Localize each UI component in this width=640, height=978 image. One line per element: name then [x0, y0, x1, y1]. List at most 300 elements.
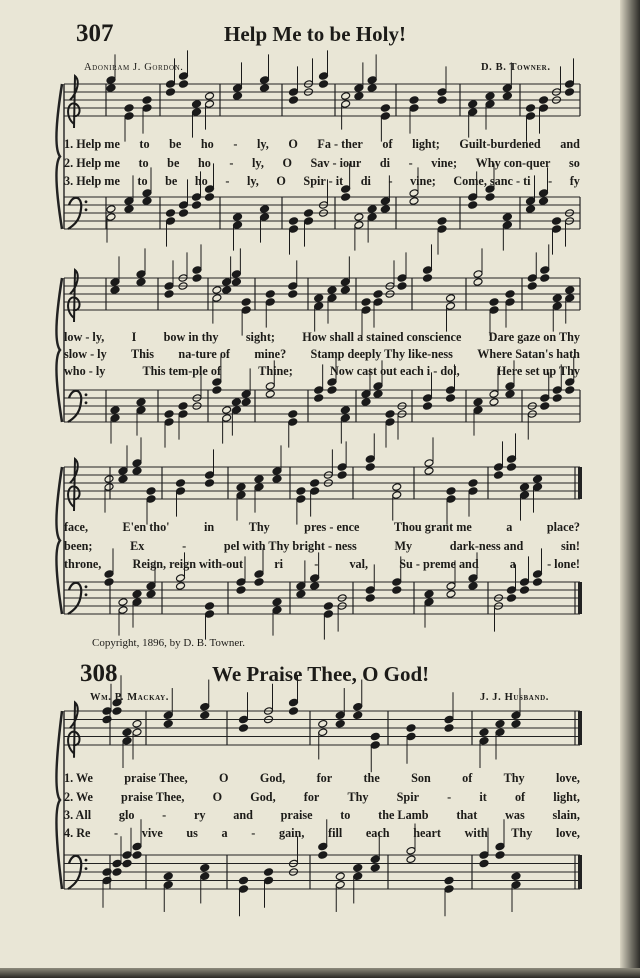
lyric-syllable: been; — [64, 539, 93, 553]
note-head — [136, 270, 146, 279]
lyric-syllable: ry — [193, 808, 206, 822]
note-head — [335, 719, 345, 728]
lyric-syllable: - — [229, 156, 234, 170]
note-head — [468, 193, 478, 202]
note-head — [254, 578, 264, 587]
final-bar-thick — [578, 855, 582, 889]
note-head — [365, 594, 375, 603]
note-head — [200, 702, 210, 711]
note-head — [520, 578, 530, 587]
note-head — [136, 398, 146, 407]
note-head — [212, 294, 222, 303]
note-head — [310, 582, 320, 591]
system-brace — [56, 84, 62, 229]
note-head — [353, 863, 363, 872]
note-head — [341, 193, 351, 202]
note-head — [473, 406, 483, 415]
lyric-syllable: slow - ly — [64, 347, 107, 361]
note-head — [526, 104, 536, 113]
note-head — [146, 582, 156, 591]
note-head — [540, 394, 550, 403]
lyric-syllable: - — [314, 557, 319, 571]
lyric-line — [64, 771, 580, 786]
note-head — [110, 414, 120, 423]
note-head — [494, 471, 504, 480]
note-head — [424, 459, 434, 468]
note-head — [565, 386, 575, 395]
lyric-syllable: Dare gaze on Thy — [488, 330, 580, 344]
note-head — [502, 92, 512, 101]
hymn-number: 308 — [80, 660, 118, 687]
note-head — [142, 96, 152, 105]
note-head — [380, 197, 390, 206]
note-head — [409, 96, 419, 105]
note-head — [370, 863, 380, 872]
note-head — [164, 418, 174, 427]
lyric-syllable: 1. Help me — [64, 137, 120, 151]
note-head — [340, 406, 350, 415]
note-head — [392, 483, 402, 492]
lyric-syllable: How shall a stained conscience — [302, 330, 462, 344]
lyric-syllable: and — [560, 137, 580, 151]
lyric-syllable: for — [316, 771, 333, 785]
note-head — [423, 394, 433, 403]
lyric-syllable: bow in thy — [163, 330, 219, 344]
note-head — [392, 586, 402, 595]
note-head — [192, 266, 202, 275]
lyric-syllable: praise — [280, 808, 313, 822]
note-head — [473, 270, 483, 279]
note-head — [296, 495, 306, 504]
lyric-syllable: throne, — [64, 557, 102, 571]
note-head — [118, 475, 128, 484]
lyric-syllable: sight; — [245, 330, 275, 344]
note-head — [136, 278, 146, 287]
note-head — [527, 282, 537, 291]
note-head — [239, 885, 249, 894]
note-head — [106, 213, 116, 222]
note-head — [222, 278, 232, 287]
note-head — [406, 724, 416, 733]
note-head — [406, 855, 416, 864]
lyric-syllable: - — [114, 826, 119, 840]
note-head — [539, 104, 549, 113]
note-head — [192, 100, 202, 109]
note-head — [361, 298, 371, 307]
bass-clef-dot — [85, 859, 88, 862]
note-head — [327, 286, 337, 295]
note-head — [468, 582, 478, 591]
note-head — [539, 189, 549, 198]
note-head — [437, 96, 447, 105]
lyric-syllable: This tem-ple of — [142, 364, 222, 378]
bass-clef-dot — [85, 593, 88, 596]
lyric-line — [64, 808, 580, 823]
note-head — [192, 201, 202, 210]
note-head — [122, 851, 132, 860]
note-head — [260, 76, 270, 85]
lyric-syllable: praise Thee, — [121, 790, 185, 804]
note-head — [473, 398, 483, 407]
note-head — [205, 193, 215, 202]
lyric-line — [64, 330, 580, 345]
note-head — [179, 72, 189, 81]
note-head — [373, 382, 383, 391]
author-credit: Adoniram J. Gordon. — [84, 62, 184, 73]
note-head — [241, 398, 251, 407]
lyric-syllable: be — [169, 137, 182, 151]
note-head — [495, 851, 505, 860]
note-head — [176, 574, 186, 583]
note-head — [526, 197, 536, 206]
note-head — [380, 205, 390, 214]
note-head — [272, 606, 282, 615]
note-head — [507, 594, 517, 603]
note-head — [511, 719, 521, 728]
note-head — [272, 598, 282, 607]
note-head — [540, 274, 550, 283]
lyric-syllable: My — [394, 539, 413, 553]
hymn-number: 307 — [76, 20, 114, 47]
lyric-syllable: Sav - iour — [310, 156, 362, 170]
note-head — [361, 390, 371, 399]
note-head — [565, 294, 575, 303]
note-head — [502, 213, 512, 222]
note-head — [361, 398, 371, 407]
note-head — [370, 732, 380, 741]
lyric-line — [64, 826, 580, 841]
note-head — [205, 100, 215, 109]
note-head — [163, 880, 173, 889]
note-head — [118, 598, 128, 607]
note-head — [565, 80, 575, 89]
note-head — [505, 382, 515, 391]
note-head — [552, 294, 562, 303]
note-head — [354, 92, 364, 101]
note-head — [124, 205, 134, 214]
note-head — [231, 278, 241, 287]
note-head — [314, 302, 324, 311]
note-head — [446, 582, 456, 591]
lyric-syllable: Here set up Thy — [496, 364, 580, 378]
note-head — [288, 418, 298, 427]
note-head — [310, 487, 320, 496]
note-head — [340, 286, 350, 295]
lyric-syllable: place? — [546, 520, 580, 534]
note-head — [288, 282, 298, 291]
note-head — [236, 586, 246, 595]
note-head — [380, 112, 390, 121]
note-head — [124, 112, 134, 121]
lyric-syllable: E'en tho' — [122, 520, 170, 534]
note-head — [200, 872, 210, 881]
note-head — [289, 707, 299, 716]
lyric-syllable: ly, — [246, 174, 259, 188]
note-head — [110, 406, 120, 415]
final-bar-thick — [578, 711, 582, 745]
lyric-syllable: be — [167, 156, 180, 170]
note-head — [354, 221, 364, 230]
note-head — [289, 698, 299, 707]
note-head — [468, 201, 478, 210]
lyric-syllable: ho — [200, 137, 214, 151]
note-head — [112, 707, 122, 716]
lyric-syllable: to — [139, 137, 150, 151]
note-head — [260, 84, 270, 93]
lyric-syllable: na-ture of — [178, 347, 230, 361]
note-head — [205, 610, 215, 619]
lyric-syllable: O — [282, 156, 292, 170]
note-head — [479, 736, 489, 745]
note-head — [505, 298, 515, 307]
note-head — [489, 306, 499, 315]
lyric-syllable: 2. We — [64, 790, 93, 804]
page-bottom-edge — [0, 968, 640, 978]
lyric-syllable: love, — [555, 771, 580, 785]
lyric-syllable: - — [447, 790, 452, 804]
lyric-syllable: light; — [412, 137, 440, 151]
book-spine-shadow — [620, 0, 640, 978]
note-head — [539, 96, 549, 105]
lyric-syllable: O — [219, 771, 229, 785]
bass-clef-dot — [85, 585, 88, 588]
composer-credit: D. B. Towner. — [481, 62, 551, 73]
note-head — [437, 225, 447, 234]
note-head — [552, 225, 562, 234]
note-head — [289, 225, 299, 234]
note-head — [353, 711, 363, 720]
lyric-line — [64, 520, 580, 535]
lyric-syllable: - — [225, 174, 230, 188]
copyright-notice: Copyright, 1896, by D. B. Towner. — [92, 637, 246, 649]
lyric-syllable: love, — [555, 826, 580, 840]
system-brace — [56, 467, 62, 614]
note-head — [361, 306, 371, 315]
note-head — [164, 282, 174, 291]
lyric-syllable: di — [360, 174, 371, 188]
note-head — [533, 475, 543, 484]
note-head — [318, 728, 328, 737]
note-head — [106, 84, 116, 93]
lyric-syllable: pres - ence — [304, 520, 360, 534]
note-head — [289, 217, 299, 226]
note-head — [314, 294, 324, 303]
note-head — [489, 398, 499, 407]
note-head — [178, 402, 188, 411]
lyric-syllable: a — [506, 520, 513, 534]
note-head — [289, 88, 299, 97]
lyric-syllable: Spir - it — [303, 174, 344, 188]
note-head — [424, 467, 434, 476]
final-bar-thick — [578, 582, 582, 614]
note-head — [365, 455, 375, 464]
lyric-syllable: val, — [349, 557, 369, 571]
note-head — [318, 719, 328, 728]
note-head — [489, 298, 499, 307]
note-head — [397, 282, 407, 291]
note-head — [112, 868, 122, 877]
lyric-syllable: that — [456, 808, 478, 822]
lyric-syllable: - lone! — [547, 557, 580, 571]
note-head — [233, 213, 243, 222]
note-head — [327, 378, 337, 387]
note-head — [132, 719, 142, 728]
note-head — [178, 410, 188, 419]
note-head — [192, 193, 202, 202]
note-head — [118, 606, 128, 615]
lyric-syllable: Su - preme and — [399, 557, 479, 571]
lyric-syllable: Thy — [503, 771, 525, 785]
note-head — [520, 586, 530, 595]
note-head — [507, 455, 517, 464]
note-head — [341, 100, 351, 109]
note-head — [423, 266, 433, 275]
lyric-syllable: - — [182, 539, 187, 553]
note-head — [468, 108, 478, 117]
note-head — [444, 885, 454, 894]
note-head — [233, 221, 243, 230]
lyric-syllable: - — [408, 156, 413, 170]
lyric-line — [64, 790, 580, 805]
note-head — [335, 872, 345, 881]
lyric-syllable: fill — [328, 826, 343, 840]
note-head — [489, 390, 499, 399]
note-head — [200, 863, 210, 872]
note-head — [296, 590, 306, 599]
note-head — [552, 386, 562, 395]
lyric-syllable: God, — [259, 771, 286, 785]
lyric-syllable: Spir — [396, 790, 419, 804]
note-head — [367, 76, 377, 85]
note-head — [205, 471, 215, 480]
note-head — [231, 406, 241, 415]
lyric-syllable: - — [233, 137, 238, 151]
lyric-syllable: to — [138, 156, 149, 170]
lyric-syllable: ho — [194, 174, 208, 188]
note-head — [288, 410, 298, 419]
note-head — [318, 851, 328, 860]
note-head — [505, 390, 515, 399]
note-head — [468, 100, 478, 109]
lyric-syllable: was — [505, 808, 525, 822]
lyric-syllable: slain, — [552, 808, 580, 822]
lyric-syllable: of — [462, 771, 473, 785]
note-head — [335, 880, 345, 889]
note-head — [104, 483, 114, 492]
note-head — [264, 868, 274, 877]
note-head — [254, 483, 264, 492]
note-head — [409, 189, 419, 198]
lyric-syllable: to — [137, 174, 148, 188]
lyric-line — [64, 174, 580, 189]
lyric-line — [64, 347, 580, 362]
note-head — [241, 306, 251, 315]
note-head — [507, 463, 517, 472]
note-head — [122, 736, 132, 745]
note-head — [406, 846, 416, 855]
lyric-syllable: 2. Help me — [64, 156, 120, 170]
lyric-syllable: Why con-quer — [475, 156, 551, 170]
note-head — [468, 487, 478, 496]
note-head — [136, 406, 146, 415]
note-head — [142, 104, 152, 113]
note-head — [423, 402, 433, 411]
note-head — [132, 728, 142, 737]
note-head — [406, 732, 416, 741]
note-head — [265, 382, 275, 391]
note-head — [385, 418, 395, 427]
bass-clef-dot — [85, 393, 88, 396]
note-head — [392, 491, 402, 500]
note-head — [479, 859, 489, 868]
note-head — [373, 290, 383, 299]
note-head — [142, 189, 152, 198]
note-head — [132, 851, 142, 860]
note-head — [437, 88, 447, 97]
lyric-syllable: Thy — [347, 790, 369, 804]
lyric-syllable: and — [233, 808, 253, 822]
lyric-syllable: I — [131, 330, 137, 344]
lyric-line — [64, 137, 580, 152]
note-head — [212, 286, 222, 295]
note-head — [318, 842, 328, 851]
note-head — [527, 274, 537, 283]
note-head — [132, 467, 142, 476]
lyric-syllable: heart — [413, 826, 441, 840]
note-head — [365, 463, 375, 472]
note-head — [511, 872, 521, 881]
note-head — [146, 590, 156, 599]
lyric-syllable: for — [303, 790, 320, 804]
note-head — [104, 578, 114, 587]
lyric-syllable: in — [204, 520, 215, 534]
note-head — [423, 274, 433, 283]
note-head — [192, 108, 202, 117]
note-head — [205, 602, 215, 611]
lyric-syllable: of — [514, 790, 526, 804]
note-head — [122, 728, 132, 737]
hymn-title: Help Me to be Holy! — [224, 22, 406, 46]
note-head — [335, 711, 345, 720]
note-head — [179, 201, 189, 210]
note-head — [468, 479, 478, 488]
note-head — [124, 197, 134, 206]
lyric-syllable: so — [569, 156, 580, 170]
note-head — [163, 872, 173, 881]
final-bar-thick — [578, 467, 582, 499]
note-head — [370, 741, 380, 750]
system-brace — [56, 711, 62, 889]
lyric-syllable: Ex — [130, 539, 145, 553]
note-head — [166, 217, 176, 226]
note-head — [520, 491, 530, 500]
note-head — [254, 475, 264, 484]
note-head — [385, 410, 395, 419]
note-head — [446, 294, 456, 303]
note-head — [552, 394, 562, 403]
note-head — [444, 715, 454, 724]
note-head — [446, 386, 456, 395]
note-head — [179, 209, 189, 218]
note-head — [112, 859, 122, 868]
note-head — [176, 582, 186, 591]
lyric-syllable: a — [221, 826, 228, 840]
note-head — [327, 294, 337, 303]
note-head — [380, 104, 390, 113]
note-head — [446, 487, 456, 496]
lyric-syllable: light, — [553, 790, 580, 804]
lyric-syllable: vine; — [410, 174, 436, 188]
